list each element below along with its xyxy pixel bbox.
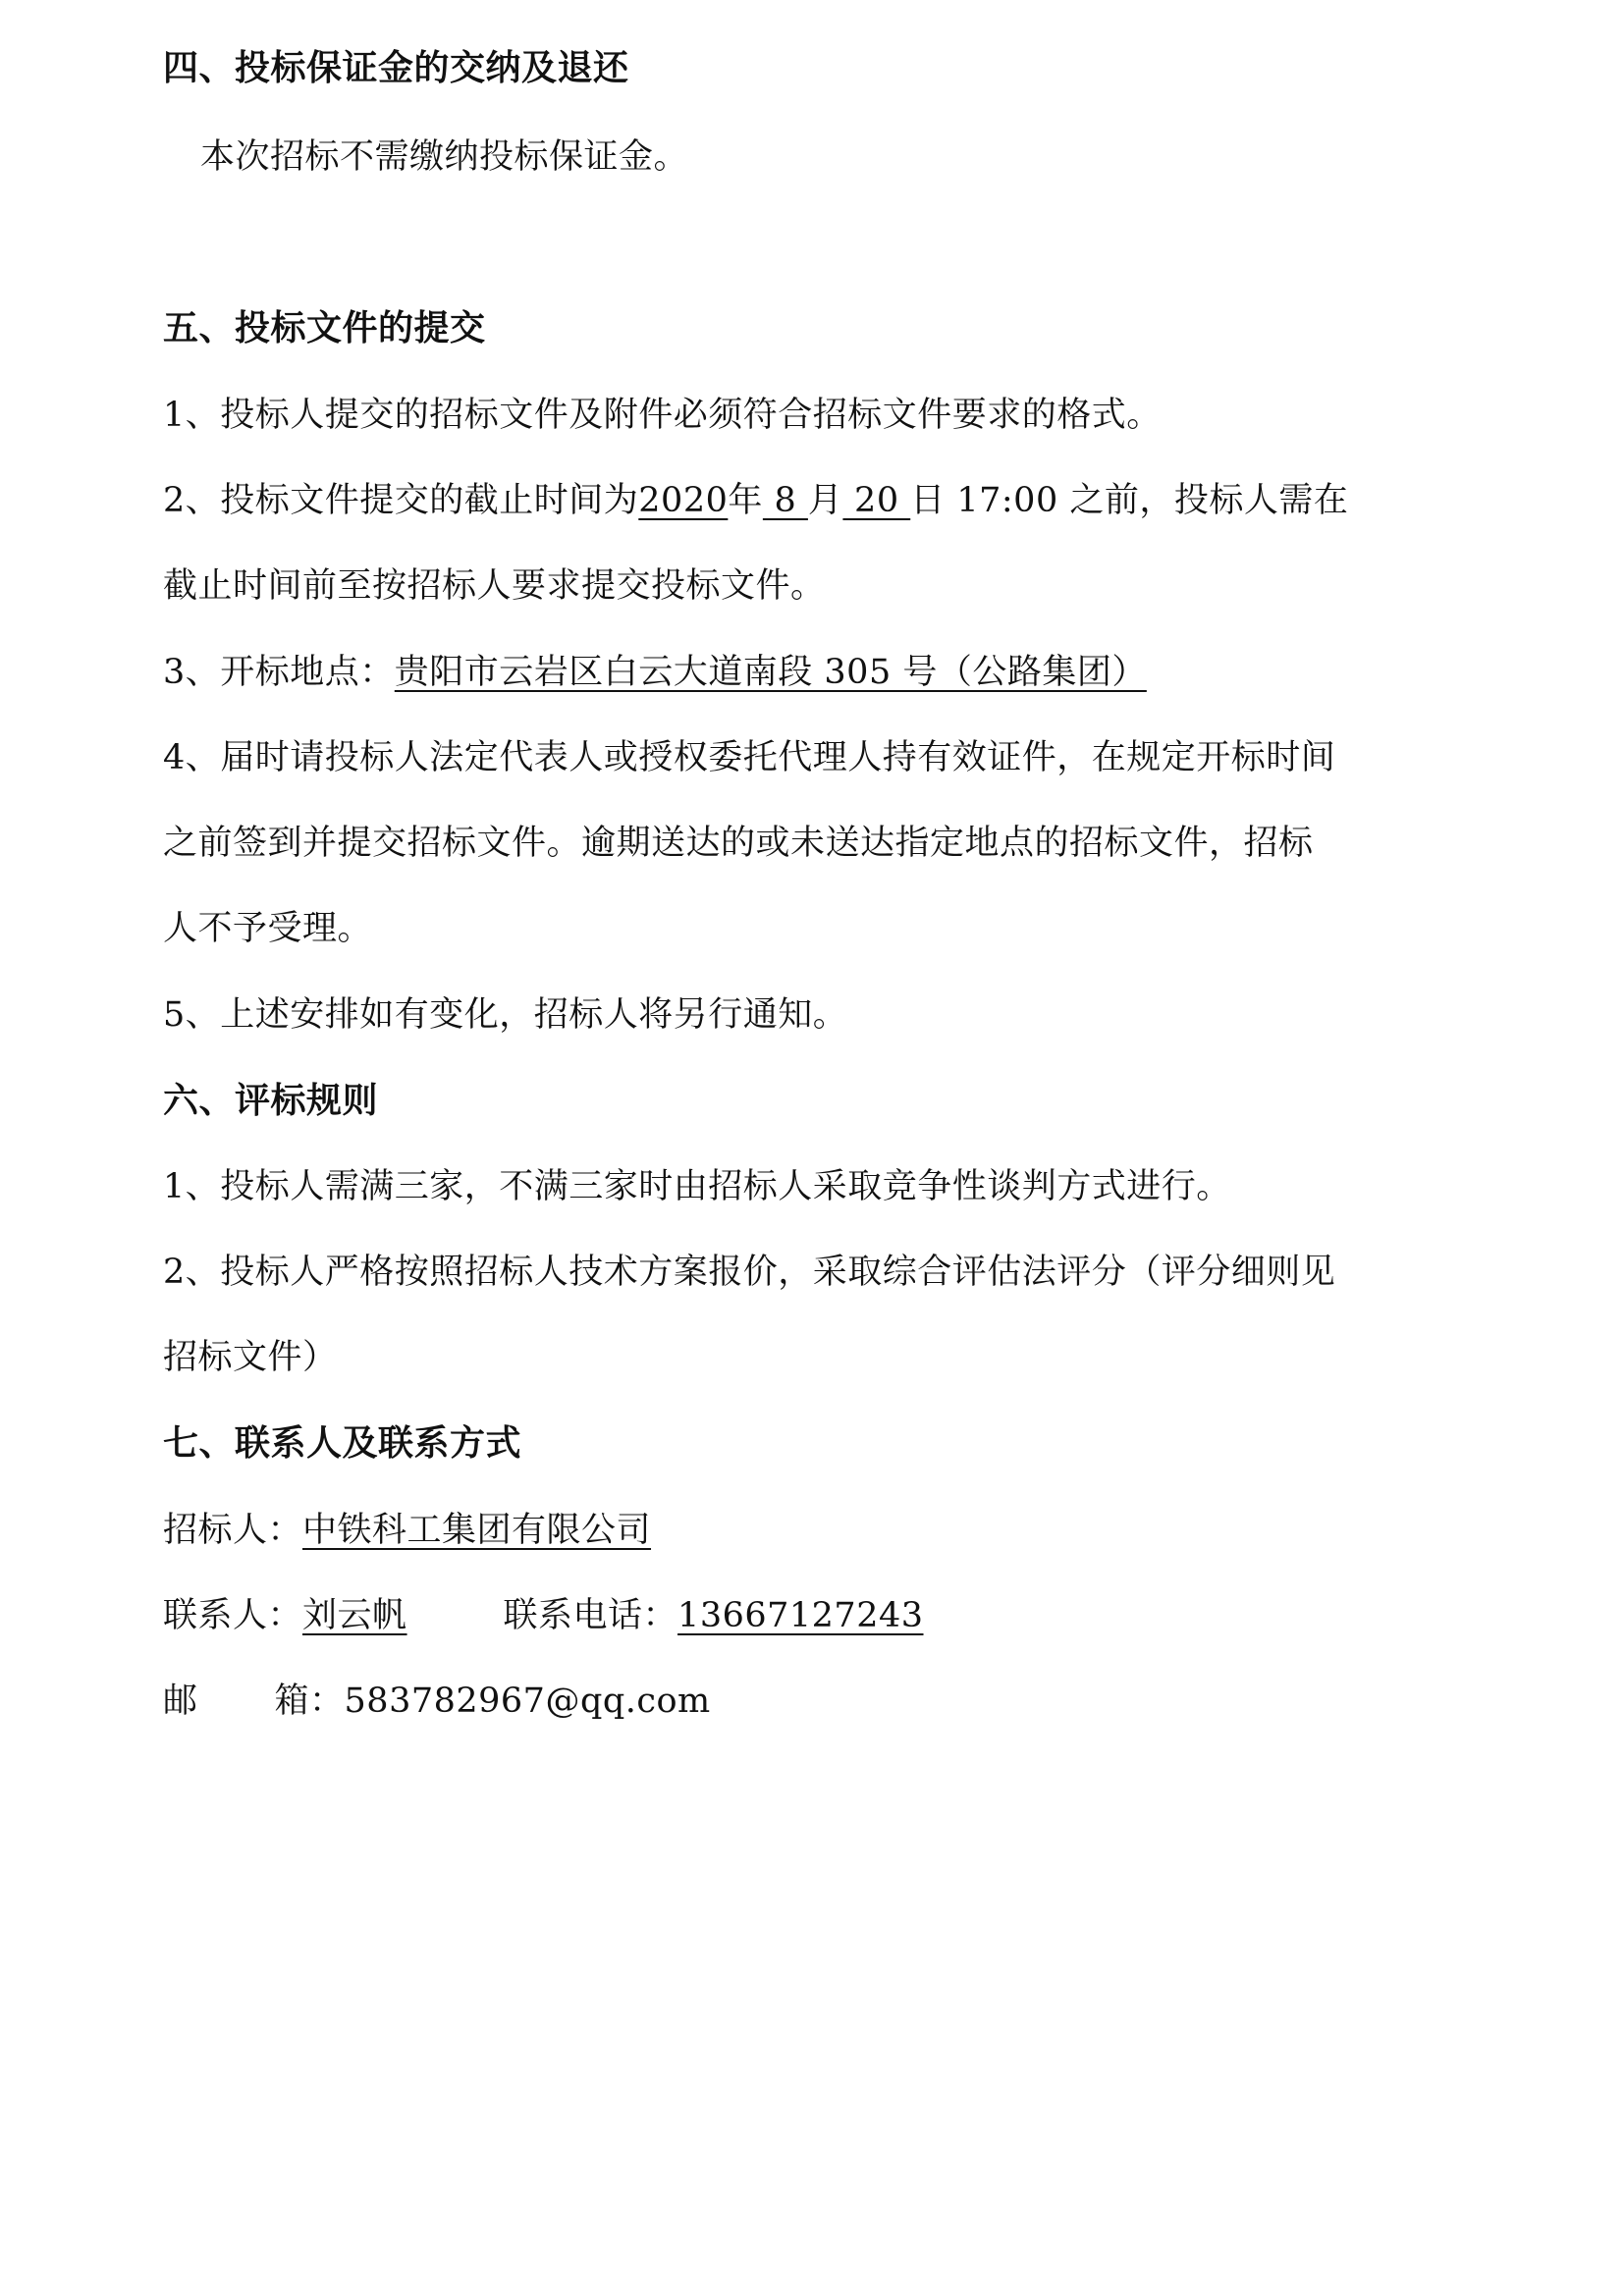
section-5-item-5: 5、上述安排如有变化，招标人将另行通知。 — [163, 995, 848, 1035]
section-7-heading: 七、联系人及联系方式 — [163, 1423, 522, 1464]
section-5-heading: 五、投标文件的提交 — [163, 308, 486, 348]
section-4-text: 本次招标不需缴纳投标保证金。 — [200, 137, 689, 177]
deadline-year-unit: 年 — [728, 481, 763, 520]
section-6-item-1: 1、投标人需满三家，不满三家时由招标人采取竞争性谈判方式进行。 — [163, 1167, 1231, 1206]
phone-value: 13667127243 — [677, 1596, 924, 1635]
email-label-char-1: 邮 — [163, 1682, 198, 1721]
contact-value: 刘云帆 — [302, 1596, 407, 1635]
section-5-item-4-line-1: 4、届时请投标人法定代表人或授权委托代理人持有效证件，在规定开标时间 — [163, 738, 1336, 777]
email-line — [163, 1678, 1439, 1725]
deadline-prefix: 2、投标文件提交的截止时间为 — [163, 481, 639, 520]
phone-label: 联系电话： — [503, 1596, 678, 1635]
deadline-month-unit: 月 — [807, 481, 843, 520]
email-label-char-2: 箱： — [274, 1682, 345, 1721]
section-5-item-2-line-2: 截止时间前至按招标人要求提交投标文件。 — [163, 566, 826, 606]
section-4-heading: 四、投标保证金的交纳及退还 — [163, 48, 629, 88]
deadline-month: 8 — [762, 481, 808, 520]
opening-location-label: 3、开标地点： — [163, 653, 395, 692]
section-5-item-2-line-1 — [163, 477, 1439, 524]
tenderer-label: 招标人： — [163, 1511, 303, 1550]
tenderer-line — [163, 1507, 1439, 1554]
section-5-item-4-line-3: 人不予受理。 — [163, 909, 373, 948]
contact-label: 联系人： — [163, 1596, 303, 1635]
tenderer-value: 中铁科工集团有限公司 — [302, 1511, 652, 1550]
section-6-heading: 六、评标规则 — [163, 1081, 379, 1121]
deadline-day-unit: 日 17:00 之前，投标人需在 — [910, 481, 1349, 520]
section-5-item-4-line-2: 之前签到并提交招标文件。逾期送达的或未送达指定地点的招标文件，招标 — [163, 824, 1314, 863]
section-6-item-2-line-1: 2、投标人严格按照招标人技术方案报价，采取综合评估法评分（评分细则见 — [163, 1253, 1336, 1292]
contact-line — [163, 1592, 1439, 1639]
section-5-item-1: 1、投标人提交的招标文件及附件必须符合招标文件要求的格式。 — [163, 396, 1162, 435]
deadline-year: 2020 — [638, 481, 729, 520]
opening-location-value: 贵阳市云岩区白云大道南段 305 号（公路集团） — [394, 653, 1147, 692]
email-value: 583782967@qq.com — [344, 1682, 711, 1721]
section-5-item-3 — [163, 649, 1439, 696]
section-6-item-2-line-2: 招标文件） — [163, 1338, 338, 1377]
deadline-day: 20 — [842, 481, 911, 520]
